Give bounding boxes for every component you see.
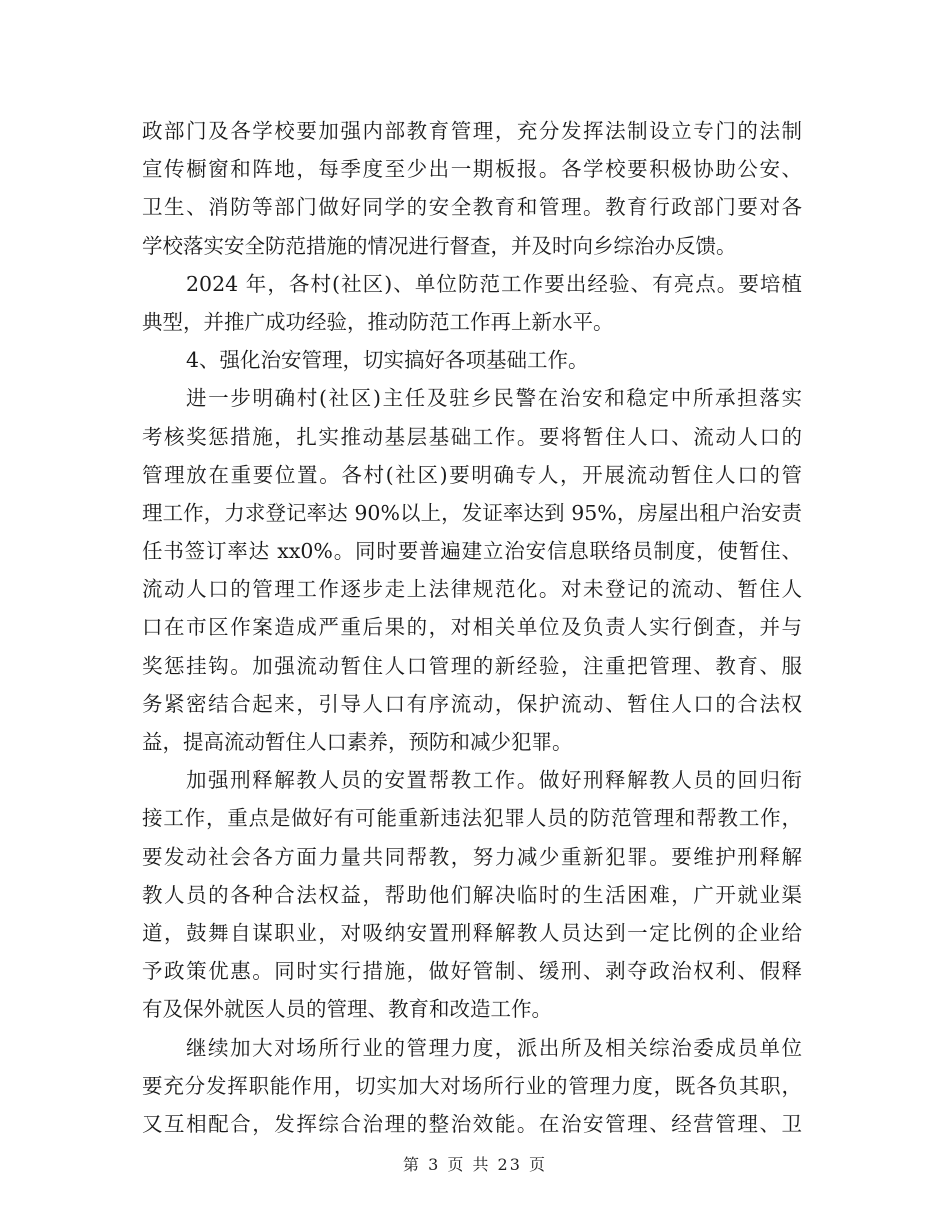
text-line: 流动人口的管理工作逐步走上法律规范化。对未登记的流动、暂住人: [142, 577, 802, 602]
text-line: 务紧密结合起来，引导人口有序流动，保护流动、暂住人口的合法权: [142, 691, 802, 716]
text-line: 奖惩挂钩。加强流动暂住人口管理的新经验，注重把管理、教育、服: [142, 653, 802, 678]
text-line: 有及保外就医人员的管理、教育和改造工作。: [142, 997, 552, 1022]
text-line: 管理放在重要位置。各村(社区)要明确专人，开展流动暂住人口的管: [142, 462, 802, 487]
text-line: 宣传橱窗和阵地，每季度至少出一期板报。各学校要积极协助公安、: [142, 157, 802, 182]
text-line: 又互相配合，发挥综合治理的整治效能。在治安管理、经营管理、卫: [142, 1111, 802, 1136]
text-line: 教人员的各种合法权益，帮助他们解决临时的生活困难，广开就业渠: [142, 882, 802, 907]
text-line: 道，鼓舞自谋职业，对吸纳安置刑释解教人员达到一定比例的企业给: [142, 920, 802, 945]
text-line: 学校落实安全防范措施的情况进行督查，并及时向乡综治办反馈。: [142, 233, 737, 258]
document-body: [142, 112, 802, 1143]
text-line: 要发动社会各方面力量共同帮教，努力减少重新犯罪。要维护刑释解: [142, 844, 802, 869]
text-line: 予政策优惠。同时实行措施，做好管制、缓刑、剥夺政治权利、假释: [142, 959, 802, 984]
text-line: 政部门及各学校要加强内部教育管理，充分发挥法制设立专门的法制: [142, 119, 802, 143]
text-line: 加强刑释解教人员的安置帮教工作。做好刑释解教人员的回归衔: [186, 768, 802, 793]
text-line: 考核奖惩措施，扎实推动基层基础工作。要将暂住人口、流动人口的: [142, 424, 802, 449]
text-line: 理工作，力求登记率达 90%以上，发证率达到 95%，房屋出租户治安责: [142, 500, 802, 525]
text-line: 接工作，重点是做好有可能重新违法犯罪人员的防范管理和帮教工作，: [142, 806, 802, 831]
text-line: 卫生、消防等部门做好同学的安全教育和管理。教育行政部门要对各: [142, 195, 802, 220]
text-line: 4、强化治安管理，切实搞好各项基础工作。: [186, 348, 589, 373]
text-line: 继续加大对场所行业的管理力度，派出所及相关综治委成员单位: [186, 1035, 802, 1060]
text-line: 益，提高流动暂住人口素养，预防和减少犯罪。: [142, 730, 573, 754]
text-line: 要充分发挥职能作用，切实加大对场所行业的管理力度，既各负其职，: [142, 1073, 802, 1098]
text-line: 典型，并推广成功经验，推动防范工作再上新水平。: [142, 309, 614, 334]
text-line: 口在市区作案造成严重后果的，对相关单位及负责人实行倒查，并与: [142, 615, 802, 640]
text-line: 任书签订率达 xx0%。同时要普遍建立治安信息联络员制度，使暂住、: [142, 539, 802, 564]
text-line: 进一步明确村(社区)主任及驻乡民警在治安和稳定中所承担落实: [186, 386, 802, 411]
page-number-footer: 第 3 页 共 23 页: [403, 1155, 547, 1174]
text-line: 2024 年，各村(社区)、单位防范工作要出经验、有亮点。要培植: [186, 271, 802, 296]
